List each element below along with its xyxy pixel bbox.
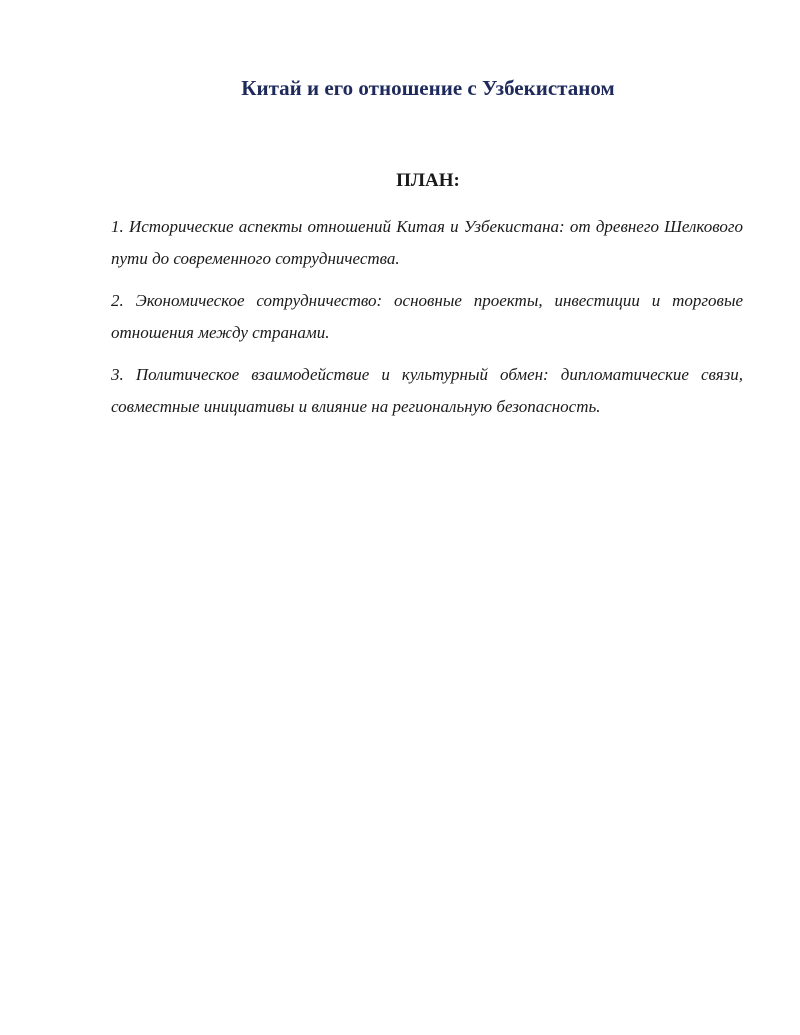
plan-heading: ПЛАН: [396,170,460,191]
document-title: Китай и его отношение с Узбекистаном [241,76,615,100]
plan-item: 1. Исторические аспекты отношений Китая и Узбекистана: от древнего Шелкового пути до современного сотрудничества. [111,217,743,268]
plan-list [111,211,743,433]
plan-item: 3. Политическое взаимодействие и культурный обмен: дипломатические связи, совместные инициативы и влияние на региональную безопасность. [111,365,743,416]
plan-item: 2. Экономическое сотрудничество: основные проекты, инвестиции и торговые отношения между странами. [111,291,743,342]
